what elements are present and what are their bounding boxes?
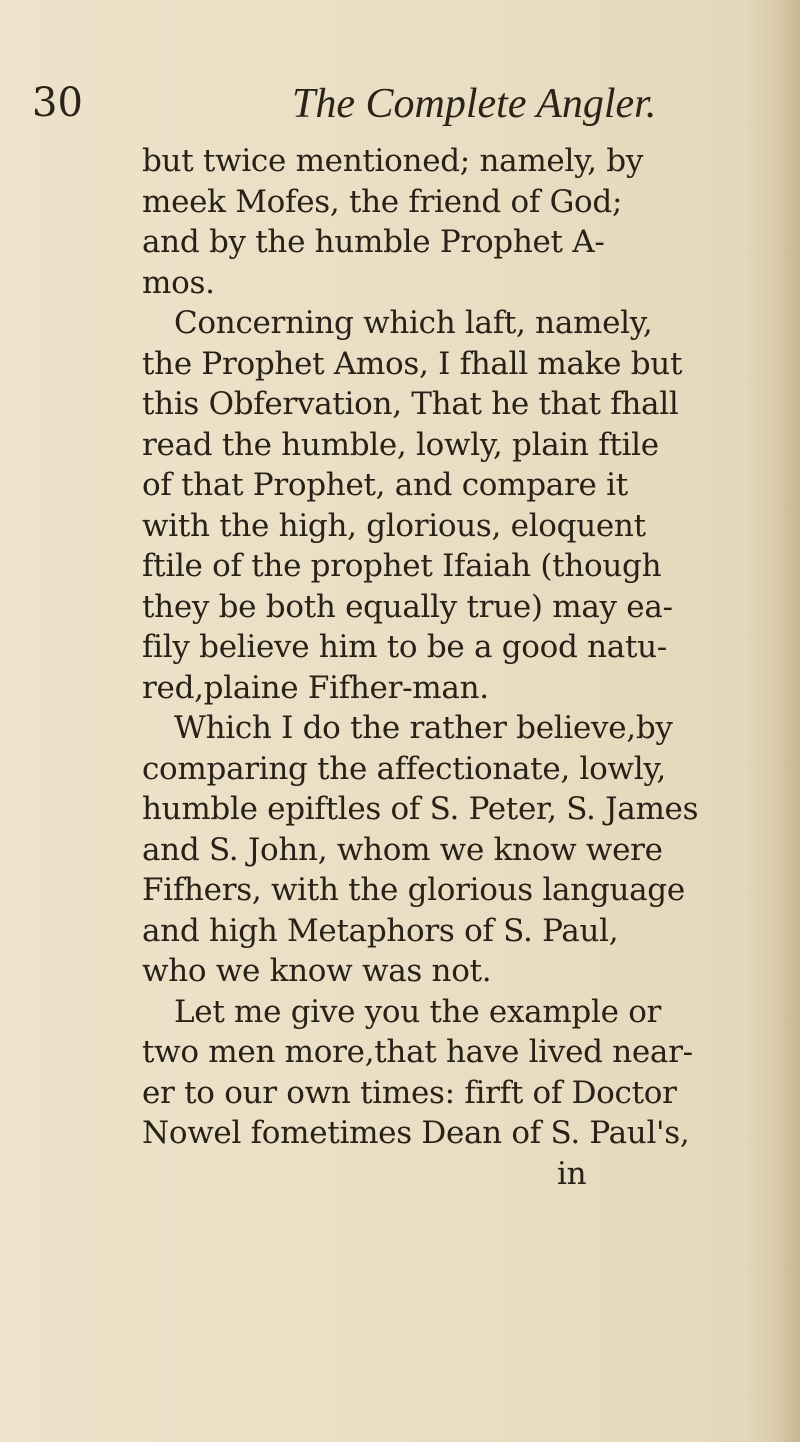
text-line: Concerning which laft, namely, (174, 305, 653, 341)
text-line: the Prophet Amos, I fhall make but (142, 345, 683, 382)
text-line: mos. (142, 264, 215, 301)
text-line: humble epiftles of S. Peter, S. James (142, 791, 699, 827)
text-line: read the humble, lowly, plain ftile (142, 426, 659, 463)
text-line: Fifhers, with the glorious language (142, 872, 685, 908)
running-title: The Complete Angler. (292, 81, 657, 127)
body-text (142, 141, 782, 1194)
text-line: two men more,that have lived near- (142, 1034, 693, 1070)
text-line: ftile of the prophet Ifaiah (though (142, 548, 662, 584)
text-line: comparing the affectionate, lowly, (142, 750, 666, 787)
text-line: meek Mofes, the friend of God; (142, 183, 623, 220)
page-header (30, 80, 770, 140)
text-line: red,plaine Fifher-man. (142, 669, 489, 706)
text-line: Which I do the rather believe,by (174, 710, 673, 746)
text-line: this Obfervation, That he that fhall (142, 386, 679, 422)
text-line: and S. John, whom we know were (142, 831, 663, 868)
text-line: Let me give you the example or (174, 993, 662, 1030)
text-line: and high Metaphors of S. Paul, (142, 912, 619, 949)
catchword: in (557, 1155, 587, 1192)
text-line: but twice mentioned; namely, by (142, 143, 644, 179)
text-line: of that Prophet, and compare it (142, 467, 628, 503)
text-line: er to our own times: firft of Doctor (142, 1074, 677, 1111)
page-number: 30 (32, 80, 83, 126)
text-line: fily believe him to be a good natu- (142, 629, 667, 665)
text-line: with the high, glorious, eloquent (142, 507, 646, 544)
text-line: who we know was not. (142, 953, 492, 989)
text-line: Nowel fometimes Dean of S. Paul's, (142, 1115, 690, 1151)
text-line: they be both equally true) may ea- (142, 588, 673, 625)
text-line: and by the humble Prophet A- (142, 224, 605, 260)
